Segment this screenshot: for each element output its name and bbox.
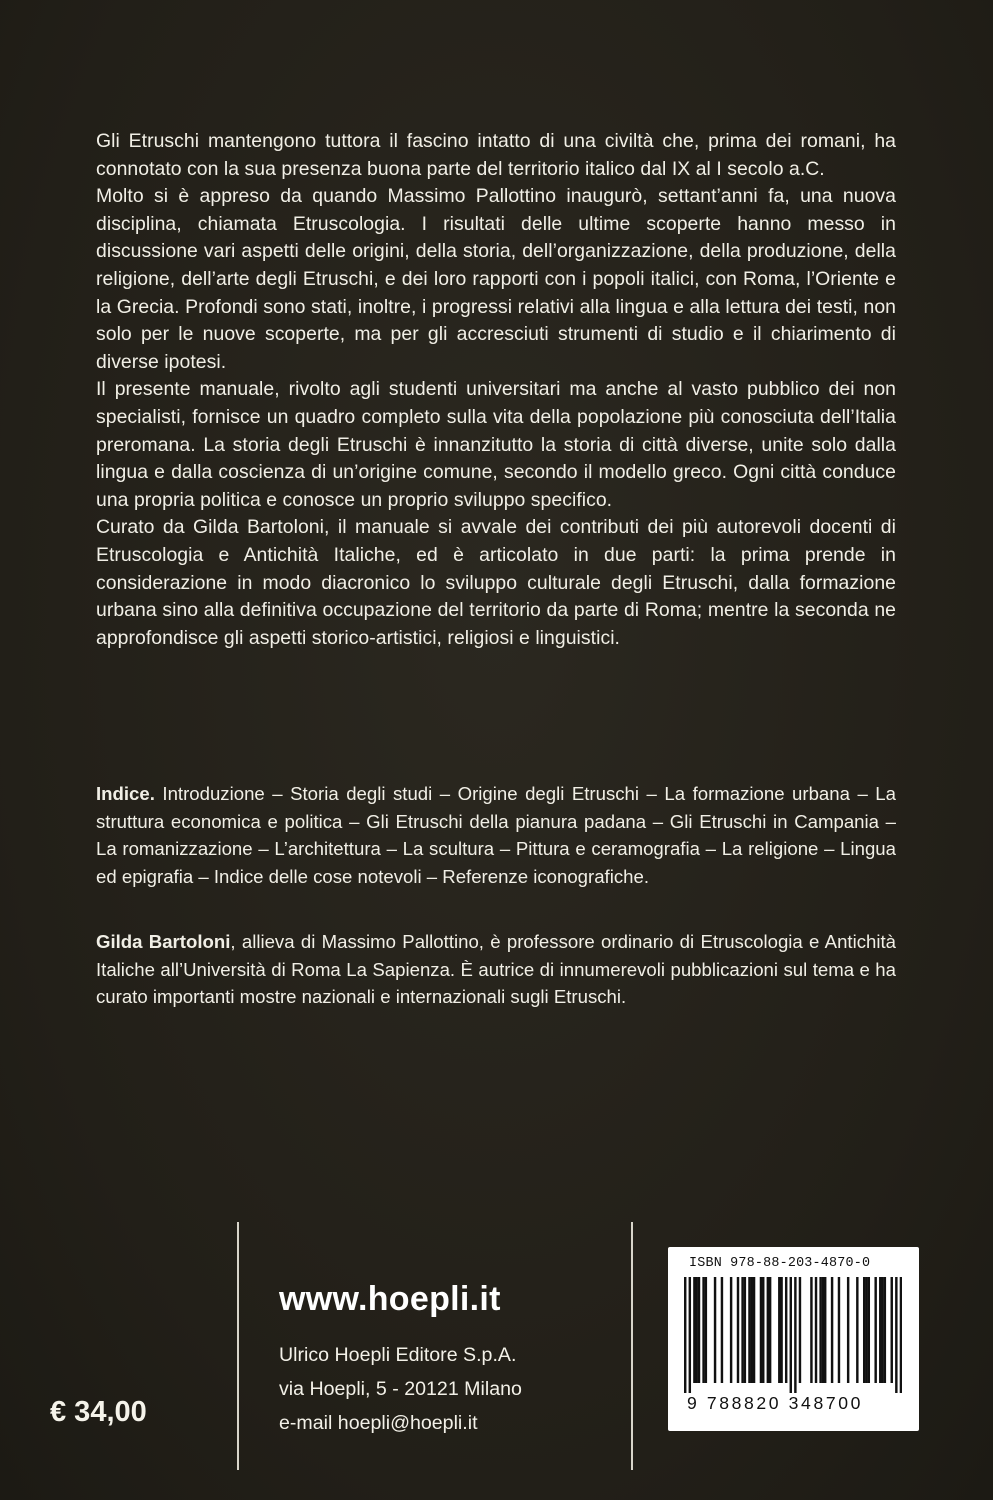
barcode-bar — [863, 1277, 865, 1383]
barcode-bar — [819, 1277, 821, 1383]
barcode-bar — [714, 1277, 716, 1383]
barcode-bar — [778, 1277, 780, 1383]
barcode-bar — [698, 1277, 700, 1383]
barcode-image — [684, 1277, 902, 1393]
barcode-bar — [879, 1277, 881, 1383]
barcode-bar — [785, 1277, 787, 1383]
barcode-bar — [815, 1277, 817, 1383]
barcode-bar — [741, 1277, 743, 1383]
barcode-bar — [874, 1277, 876, 1383]
barcode-bar — [881, 1277, 883, 1383]
barcode-bar — [822, 1277, 824, 1383]
barcode-bar — [693, 1277, 695, 1383]
publisher-website: www.hoepli.it — [279, 1280, 501, 1318]
barcode-bar — [744, 1277, 746, 1383]
barcode-bar — [865, 1277, 867, 1383]
barcode-bar — [721, 1277, 723, 1383]
publisher-name: Ulrico Hoepli Editore S.p.A. — [279, 1344, 517, 1366]
barcode-bar — [748, 1277, 750, 1383]
barcode-bar — [856, 1277, 858, 1383]
isbn-text: ISBN 978-88-203-4870-0 — [689, 1256, 871, 1271]
barcode-bar — [824, 1277, 826, 1383]
barcode-bar — [838, 1277, 840, 1383]
barcode-bar — [753, 1277, 755, 1383]
description-paragraph: Il presente manuale, rivolto agli studenti universitari ma anche al vasto pubblico dei non specialisti, fornisce un quadro completo sulla vita della popolazione più conosciuta dell’Italia preromana. La storia degli Etruschi è innanzitutto la storia di città diverse, unite solo dalla lingua e dalla coscienza di un’origine comune, secondo il modello greco. Ogni città conduce una propria politica e conosce un proprio sviluppo specifico. — [96, 378, 896, 511]
barcode-bar — [767, 1277, 769, 1383]
barcode-bar — [760, 1277, 762, 1383]
barcode-digits: 9 788820 348700 — [687, 1393, 863, 1413]
description-text — [96, 128, 896, 652]
description-paragraph: Curato da Gilda Bartoloni, il manuale si avvale dei contributi dei più autorevoli docenti di Etruscologia e Antichità Italiche, ed è articolato in due parti: la prima prende in considerazione in modo diacronico lo sviluppo culturale degli Etruschi, dalla formazione urbana sino alla definitiva occupazione del territorio da parte di Roma; mentre la seconda ne approfondisce gli aspetti storico-artistici, religiosi e linguistici. — [96, 516, 896, 649]
author-bio-text: , allieva di Massimo Pallottino, è professore ordinario di Etruscologia e Antichità Italiche all’Università di Roma La Sapienza. È autrice di innumerevoli pubblicazioni sul tema e ha curato importanti mostre nazionali e internazionali sugli Etruschi. — [96, 931, 896, 1008]
barcode-bar — [799, 1277, 801, 1383]
barcode-bar — [695, 1277, 697, 1383]
publisher-info — [279, 1338, 522, 1440]
index-text: Introduzione – Storia degli studi – Origine degli Etruschi – La formazione urbana – La struttura economica e politica – Gli Etruschi della pianura padana – Gli Etruschi in Campania – La romanizzazione – L’architettura – La scultura – Pittura e ceramografia – La religione – Lingua ed epigrafia – Indice delle cose notevoli – Referenze iconografiche. — [96, 783, 896, 887]
barcode-bar — [780, 1277, 782, 1383]
table-of-contents — [96, 780, 896, 890]
barcode-bar — [702, 1277, 704, 1383]
barcode-bar — [895, 1277, 897, 1393]
barcode-bar — [790, 1277, 792, 1393]
publisher-address: via Hoepli, 5 - 20121 Milano — [279, 1378, 522, 1400]
barcode-bar — [810, 1277, 812, 1383]
barcode-bar — [730, 1277, 732, 1383]
price-label: € 34,00 — [50, 1396, 147, 1428]
barcode-bar — [762, 1277, 764, 1383]
barcode-bar — [847, 1277, 849, 1383]
author-bio — [96, 928, 896, 1011]
barcode-bar — [689, 1277, 691, 1393]
barcode-bar — [794, 1277, 796, 1393]
index-label: Indice. — [96, 783, 155, 804]
description-paragraph: Gli Etruschi mantengono tuttora il fascino intatto di una civiltà che, prima dei romani, ha connotato con la sua presenza buona parte del territorio italico dal IX al I secolo a.C. — [96, 130, 896, 180]
barcode-bar — [684, 1277, 686, 1393]
barcode-bar — [737, 1277, 739, 1383]
right-divider — [631, 1222, 633, 1470]
barcode-bar — [705, 1277, 707, 1383]
publisher-email: e-mail hoepli@hoepli.it — [279, 1412, 478, 1434]
barcode-bar — [891, 1277, 893, 1383]
barcode-label — [668, 1247, 919, 1431]
barcode-bar — [900, 1277, 902, 1393]
left-divider — [237, 1222, 239, 1470]
barcode-bar — [868, 1277, 870, 1383]
barcode-bar — [769, 1277, 771, 1383]
author-name: Gilda Bartoloni — [96, 931, 231, 952]
barcode-bar — [831, 1277, 833, 1383]
barcode-bar — [751, 1277, 753, 1383]
barcode-bar — [884, 1277, 886, 1383]
description-paragraph: Molto si è appreso da quando Massimo Pallottino inaugurò, settant’anni fa, una nuova disciplina, chiamata Etruscologia. I risultati delle ultime scoperte hanno messo in discussione vari aspetti delle origini, della storia, dell’organizzazione, della produzione, della religione, dell’arte degli Etruschi, e dei loro rapporti con i popoli italici, con Roma, l’Oriente e la Grecia. Profondi sono stati, inoltre, i progressi relativi alla lingua e alla lettura dei testi, non solo per le nuove scoperte, ma per gli accresciuti strumenti di studio e il chiarimento di diverse ipotesi. — [96, 185, 896, 373]
